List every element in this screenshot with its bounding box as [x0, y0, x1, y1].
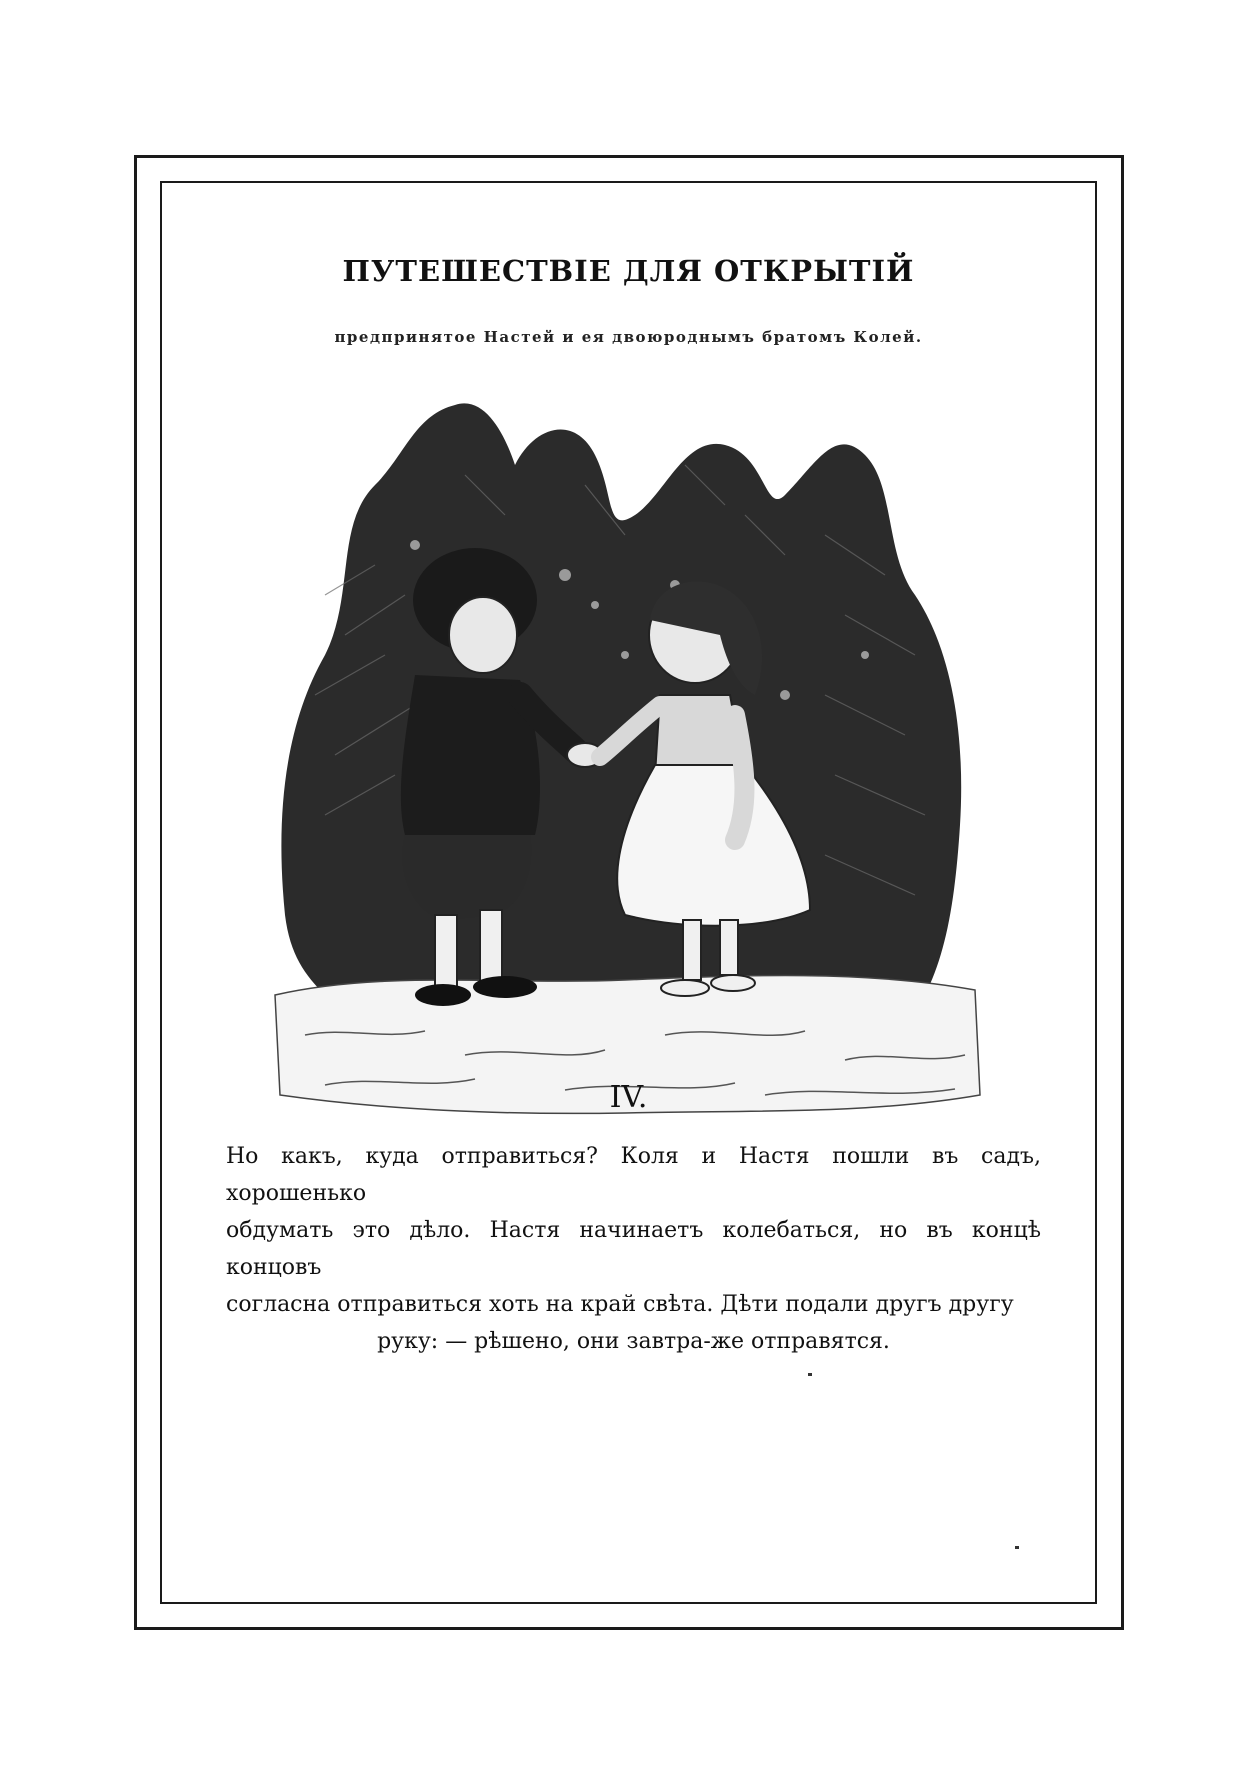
paragraph-line: Но какъ, куда отправиться? Коля и Настя пошли въ садъ, хорошенько: [226, 1144, 1041, 1206]
page-title: ПУТЕШЕСТВІЕ ДЛЯ ОТКРЫТІЙ: [342, 254, 915, 288]
paragraph-line: обдумать это дѣло. Настя начинаетъ колебаться, но въ концѣ концовъ: [226, 1218, 1041, 1280]
paragraph-line: согласна отправиться хоть на край свѣта. Дѣти подали другъ другу: [226, 1292, 1014, 1317]
paragraph-line: руку: — рѣшено, они завтра-же отправятся.: [377, 1329, 890, 1354]
body-paragraph: [226, 1138, 1041, 1360]
page-subtitle: предпринятое Настей и ея двоюроднымъ братомъ Колей.: [334, 328, 923, 346]
print-speck: [808, 1373, 812, 1376]
illustration-engraving: [265, 395, 985, 1260]
print-speck: [1015, 1546, 1019, 1549]
section-numeral: IV.: [609, 1080, 648, 1115]
